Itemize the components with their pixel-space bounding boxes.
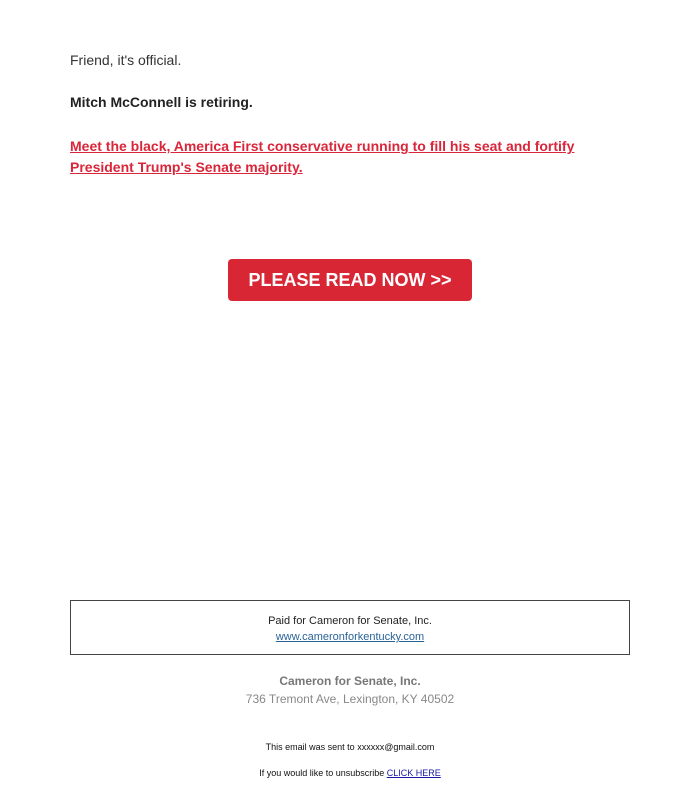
organization-name: Cameron for Senate, Inc. bbox=[279, 674, 421, 688]
unsubscribe-line bbox=[0, 768, 700, 778]
headline-text: Mitch McConnell is retiring. bbox=[70, 94, 253, 110]
candidate-pitch-link[interactable]: Meet the black, America First conservative running to fill his seat and fortify President Trump's Senate majority. bbox=[70, 138, 575, 175]
campaign-website-link[interactable]: www.cameronforkentucky.com bbox=[275, 631, 425, 643]
sent-to-notice: This email was sent to xxxxxx@gmail.com bbox=[265, 742, 435, 752]
please-read-now-button[interactable]: PLEASE READ NOW >> bbox=[228, 259, 472, 301]
greeting-text: Friend, it's official. bbox=[70, 52, 182, 68]
unsubscribe-link[interactable]: CLICK HERE bbox=[386, 768, 441, 778]
paid-for-text: Paid for Cameron for Senate, Inc. bbox=[268, 615, 432, 627]
unsubscribe-prefix: If you would like to unsubscribe bbox=[259, 768, 385, 778]
paid-for-disclaimer-box bbox=[70, 600, 630, 655]
organization-address: 736 Tremont Ave, Lexington, KY 40502 bbox=[245, 692, 455, 706]
